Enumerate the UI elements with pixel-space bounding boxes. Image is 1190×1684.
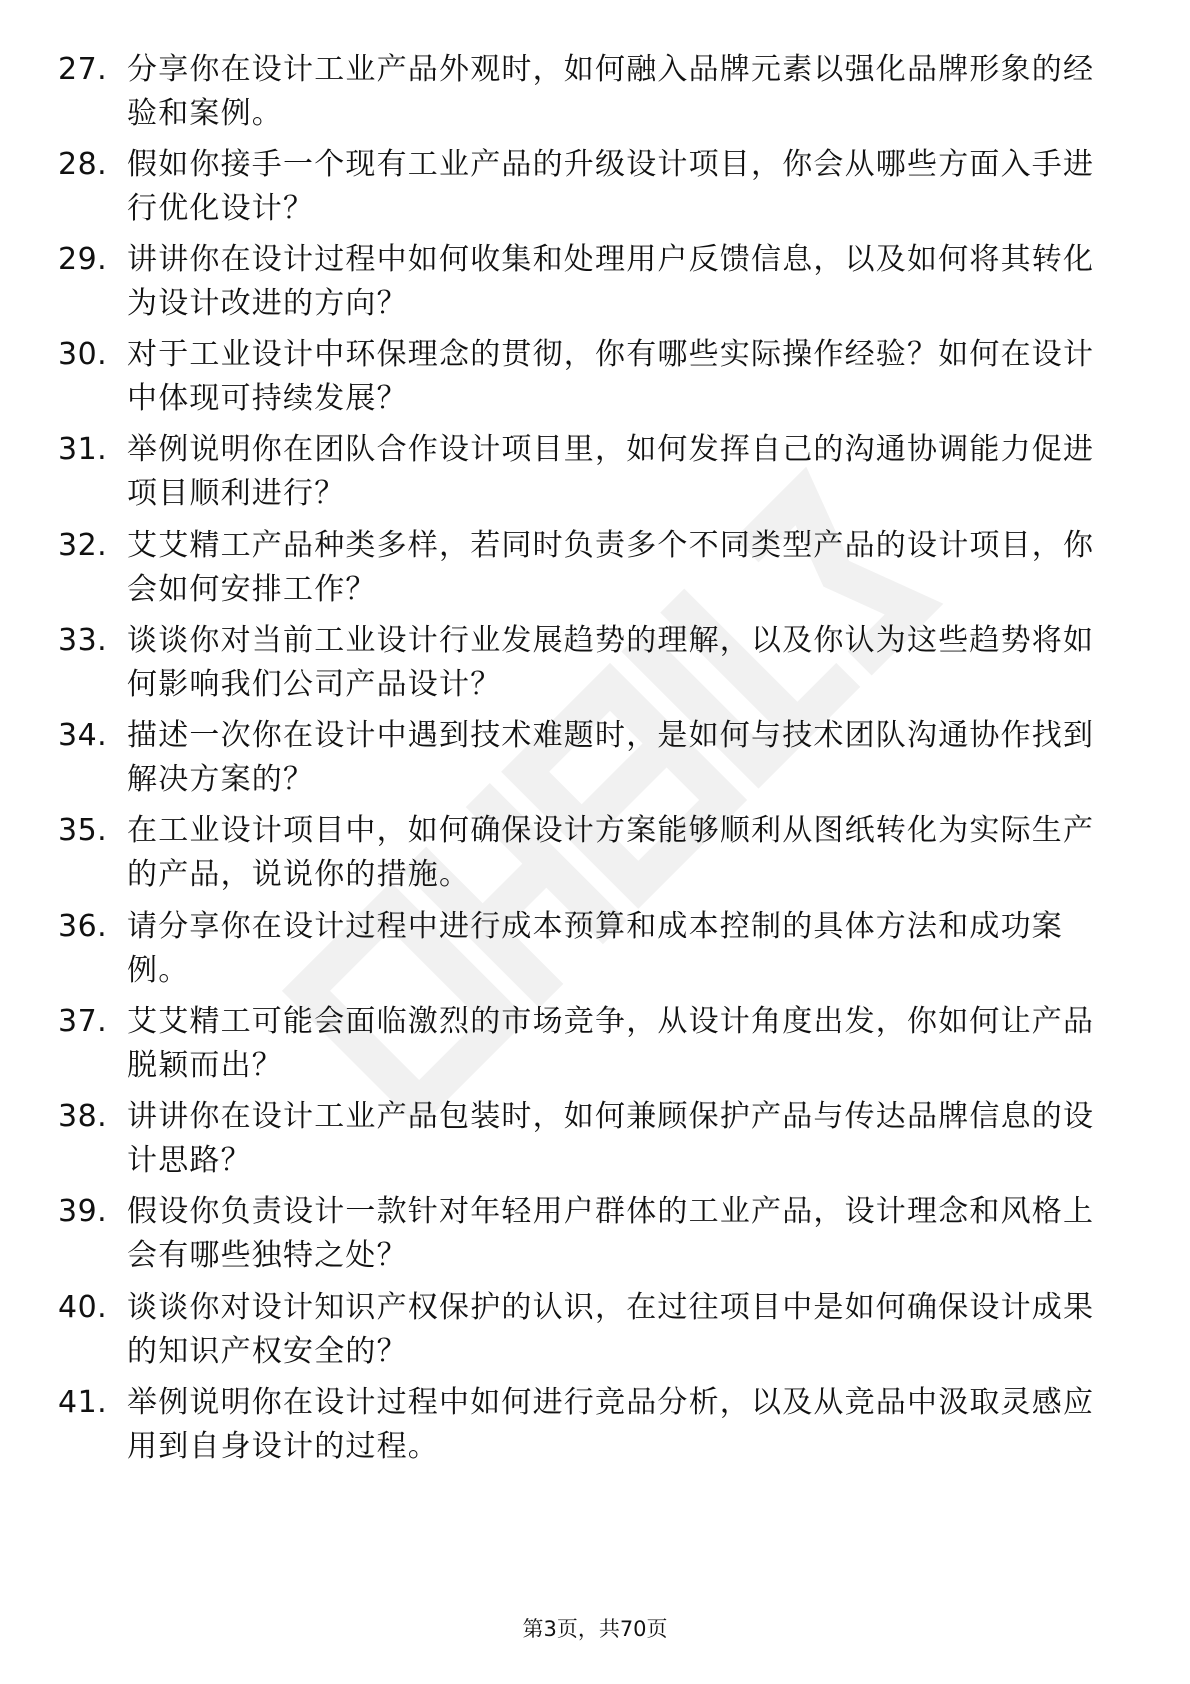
page-number-footer: 第3页，共70页 [522,1617,668,1641]
question-text: 在工业设计项目中，如何确保设计方案能够顺利从图纸转化为实际生产的产品，说说你的措施。 [127,813,1095,892]
list-item [0,143,1190,233]
question-number: 39. [58,1194,108,1229]
list-item [0,333,1190,423]
question-number: 30. [58,337,108,372]
question-number: 31. [58,432,108,467]
question-text: 假设你负责设计一款针对年轻用户群体的工业产品，设计理念和风格上会有哪些独特之处？ [127,1194,1095,1273]
list-item [0,524,1190,614]
question-text: 讲讲你在设计工业产品包装时，如何兼顾保护产品与传达品牌信息的设计思路？ [127,1099,1095,1178]
list-item [0,1190,1190,1280]
list-item [0,905,1190,995]
question-number: 40. [58,1290,108,1325]
list-item [0,714,1190,804]
list-item [0,48,1190,138]
question-number: 35. [58,813,108,848]
list-item [0,1095,1190,1185]
list-item [0,238,1190,328]
list-item [0,1000,1190,1090]
question-number: 36. [58,909,108,944]
list-item [0,1381,1190,1471]
question-text: 谈谈你对当前工业设计行业发展趋势的理解，以及你认为这些趋势将如何影响我们公司产品设计？ [127,623,1095,702]
question-number: 37. [58,1004,108,1039]
question-text: 描述一次你在设计中遇到技术难题时，是如何与技术团队沟通协作找到解决方案的？ [127,718,1095,797]
question-text: 谈谈你对设计知识产权保护的认识，在过往项目中是如何确保设计成果的知识产权安全的？ [127,1290,1095,1369]
question-number: 27. [58,52,108,87]
list-item [0,1286,1190,1376]
list-item [0,809,1190,899]
question-number: 41. [58,1385,108,1420]
question-text: 讲讲你在设计过程中如何收集和处理用户反馈信息，以及如何将其转化为设计改进的方向？ [127,242,1095,321]
question-number: 32. [58,528,108,563]
question-text: 对于工业设计中环保理念的贯彻，你有哪些实际操作经验？如何在设计中体现可持续发展？ [127,337,1095,416]
question-text: 请分享你在设计过程中进行成本预算和成本控制的具体方法和成功案例。 [127,909,1063,988]
list-item [0,619,1190,709]
question-text: 举例说明你在团队合作设计项目里，如何发挥自己的沟通协调能力促进项目顺利进行？ [127,432,1095,511]
question-number: 29. [58,242,108,277]
question-number: 38. [58,1099,108,1134]
question-number: 34. [58,718,108,753]
question-text: 分享你在设计工业产品外观时，如何融入品牌元素以强化品牌形象的经验和案例。 [127,52,1095,131]
question-text: 假如你接手一个现有工业产品的升级设计项目，你会从哪些方面入手进行优化设计？ [127,147,1095,226]
question-text: 艾艾精工可能会面临激烈的市场竞争，从设计角度出发，你如何让产品脱颖而出？ [127,1004,1095,1083]
question-text: 艾艾精工产品种类多样，若同时负责多个不同类型产品的设计项目，你会如何安排工作？ [127,528,1095,607]
question-text: 举例说明你在设计过程中如何进行竞品分析，以及从竞品中汲取灵感应用到自身设计的过程。 [127,1385,1095,1464]
question-number: 33. [58,623,108,658]
list-item [0,428,1190,518]
question-number: 28. [58,147,108,182]
